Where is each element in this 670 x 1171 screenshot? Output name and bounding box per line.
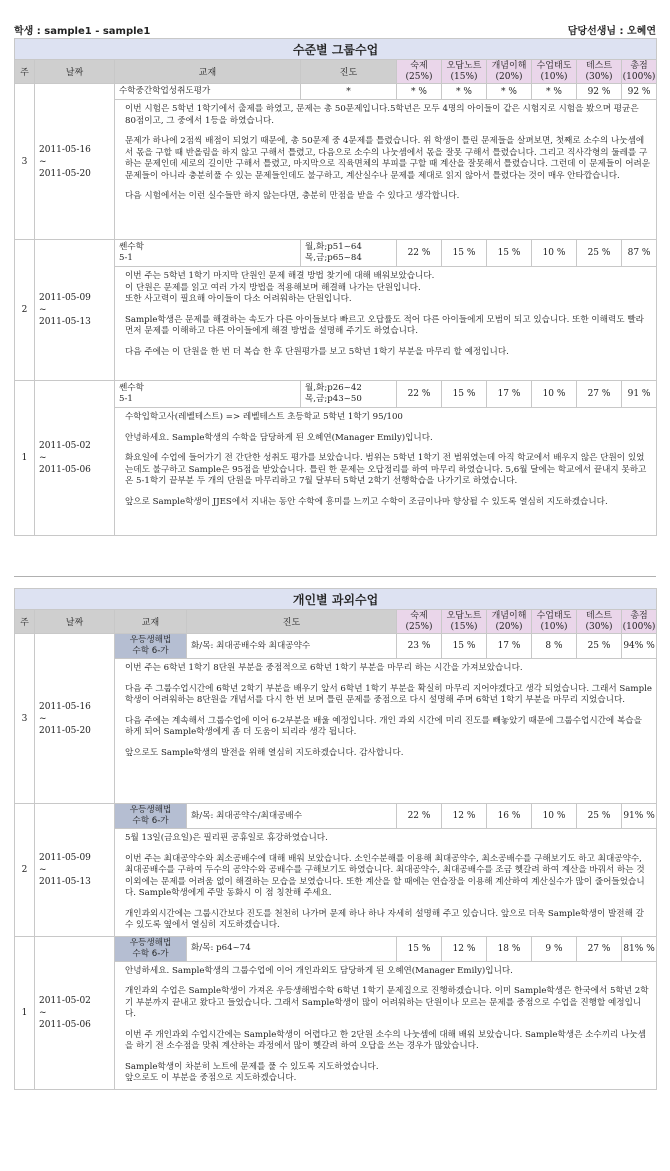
score-homework: 15 % [397, 936, 442, 961]
col-attitude: 수업태도 (10%) [532, 610, 577, 634]
table-row [15, 84, 657, 100]
score-homework: 22 % [397, 240, 442, 267]
week-number: 2 [15, 240, 35, 381]
group-section-title: 수준별 그룹수업 [15, 39, 657, 60]
score-understanding: 16 % [487, 804, 532, 829]
progress-value: 화/목: 최대공약수/최대공배수 [187, 804, 397, 829]
textbook-name: 쎈수학 5-1 [115, 381, 301, 408]
week-date: 2011-05-09 ~ 2011-05-13 [35, 804, 115, 937]
progress-value: 월,화;p51~64 목,금;p65~84 [301, 240, 397, 267]
table-row [15, 240, 657, 267]
textbook-name: 우등생해법 수학 6-가 [115, 804, 187, 829]
col-test: 테스트 (30%) [577, 610, 622, 634]
score-understanding: 18 % [487, 936, 532, 961]
score-test: 25 % [577, 240, 622, 267]
progress-value: 화/목: 최대공배수와 최대공약수 [187, 634, 397, 659]
score-attitude: 10 % [532, 381, 577, 408]
col-attitude: 수업태도 (10%) [532, 60, 577, 84]
col-test: 테스트 (30%) [577, 60, 622, 84]
week-number: 1 [15, 381, 35, 536]
score-homework: 22 % [397, 381, 442, 408]
score-wrongnote: 15 % [442, 240, 487, 267]
teacher-name: 담당선생님 : 오혜연 [567, 26, 656, 37]
lesson-memo: 안녕하세요. Sample학생의 그룹수업에 이어 개인과외도 담당하게 된 오혜연(Manager Emily)입니다. 개인과외 수업은 Sample학생이 가져온 우등생해법수학 6학년 1학기 문제집으로 진행하겠습니다. 이미 Sample학생은 한국에서 5학년 2학기 부분까지 끝내고 왔다고 들었습니다. 그래서 Sample학생이 많이 어려워하는 단원이나 모르는 문제를 중점으로 수업을 진행할 예정입니다. 이번 주 개인과외 수업시간에는 Sample학생이 어렵다고 한 2단원 소수의 나눗셈에 대해 배워 보았습니다. Sample학생은 소수끼리 나눗셈을 하기 전 소수점을 맞춰 계산하는 과정에서 많이 헷갈려 하여 오답을 쓰는 경우가 많았습니다. Sample학생이 차분히 노트에 문제를 풀 수 있도록 지도하였습니다. 앞으로도 이 부분을 중점으로 지도하겠습니다. [115, 961, 657, 1089]
col-progress: 진도 [187, 610, 397, 634]
score-homework: * % [397, 84, 442, 100]
col-homework: 숙제 (25%) [397, 610, 442, 634]
week-number: 2 [15, 804, 35, 937]
textbook-name: 우등생해법 수학 6-가 [115, 936, 187, 961]
week-date: 2011-05-02 ~ 2011-05-06 [35, 381, 115, 536]
col-understanding: 개념이해 (20%) [487, 60, 532, 84]
score-attitude: * % [532, 84, 577, 100]
col-textbook: 교재 [115, 610, 187, 634]
col-homework: 숙제 (25%) [397, 60, 442, 84]
table-row [15, 936, 657, 961]
col-wrongnote: 오답노트 (15%) [442, 610, 487, 634]
score-total: 91% % [622, 804, 657, 829]
score-test: 92 % [577, 84, 622, 100]
score-wrongnote: 15 % [442, 634, 487, 659]
lesson-memo: 이번 시험은 5학년 1학기에서 출제를 하였고, 문제는 총 50문제입니다.5학년은 모두 4명의 아이들이 같은 시험지로 시험을 봤으며 평균은 80점이고, 그 중에서 1등을 하였습니다. 문제가 하나에 2점씩 배점이 되었기 때문에, 총 50문제 중 4문제를 틀렸습니다. 위 학생이 틀린 문제들을 살펴보면, 첫째로 소수의 나눗셈에서 몫을 구할 때 반올림을 하지 않고 구해서 틀렸고, 다음으로 소수의 나눗셈에서 몫을 잘못 구해서 틀렸습니다. 그리고 직사각형의 둘레를 구하는 문제인데 세로의 길이만 구해서 틀렸고, 마지막으로 직육면체의 부피를 구할 때 계산을 잘못해서 틀렸습니다. 그런데 이 문제들이 어려운 문제들이 아니라 충분히풀 수 있는 문제들인데도 불구하고, 계산실수나 문제를 제대로 읽지 않아서 틀렸다는 것이 매우 안타깝습니다. 다음 시험에서는 이런 실수들만 하지 않는다면, 충분히 만점을 받을 수 있다고 생각합니다. [115, 100, 657, 240]
score-total: 94% % [622, 634, 657, 659]
student-name: 학생 : sample1 - sample1 [14, 26, 151, 37]
score-test: 27 % [577, 936, 622, 961]
private-section-title: 개인별 과외수업 [15, 589, 657, 610]
table-row [15, 804, 657, 829]
score-wrongnote: 12 % [442, 936, 487, 961]
score-understanding: 17 % [487, 634, 532, 659]
textbook-name: 우등생해법 수학 6-가 [115, 634, 187, 659]
col-week: 주 [15, 610, 35, 634]
score-understanding: 17 % [487, 381, 532, 408]
private-header-row [15, 610, 657, 634]
col-wrongnote: 오답노트 (15%) [442, 60, 487, 84]
week-date: 2011-05-16 ~ 2011-05-20 [35, 634, 115, 804]
score-wrongnote: 12 % [442, 804, 487, 829]
col-date: 날짜 [35, 60, 115, 84]
score-total: 91 % [622, 381, 657, 408]
score-attitude: 10 % [532, 240, 577, 267]
progress-value: 화/목: p64~74 [187, 936, 397, 961]
score-wrongnote: * % [442, 84, 487, 100]
score-total: 81% % [622, 936, 657, 961]
score-wrongnote: 15 % [442, 381, 487, 408]
col-understanding: 개념이해 (20%) [487, 610, 532, 634]
lesson-memo: 수학입학고사(레벨테스트) => 레벨테스트 초등학교 5학년 1학기 95/100 안녕하세요. Sample학생의 수학을 담당하게 된 오혜연(Manager Emily)입니다. 화요일에 수업에 들어가기 전 간단한 성취도 평가를 보았습니다. 범위는 5학년 1학기 전 범위였는데 아직 학교에서 배우지 않은 단원이 있었는데도 불구하고 Sample은 95점을 받았습니다. 틀린 한 문제는 오답정리를 하여 마무리 하였습니다. 5,6월 달에는 학교에서 끝내지 못하고 온 5-1학기 끝부분 두 개의 단원을 마무리하고 7월 달부터 5학년 2학기 선행학습을 나가기로 하였습니다. 앞으로 Sample학생이 JJES에서 지내는 동안 수학에 흥미를 느끼고 수학이 조금이나마 향상될 수 있도록 열심히 지도하겠습니다. [115, 408, 657, 536]
private-lesson-table [14, 588, 657, 1090]
week-number: 3 [15, 84, 35, 240]
score-attitude: 9 % [532, 936, 577, 961]
col-date: 날짜 [35, 610, 115, 634]
section-divider [14, 576, 656, 577]
col-week: 주 [15, 60, 35, 84]
progress-value: * [301, 84, 397, 100]
group-lesson-table [14, 38, 657, 536]
score-attitude: 8 % [532, 634, 577, 659]
progress-value: 월,화;p26~42 목,금;p43~50 [301, 381, 397, 408]
week-date: 2011-05-02 ~ 2011-05-06 [35, 936, 115, 1089]
score-total: 92 % [622, 84, 657, 100]
score-test: 25 % [577, 634, 622, 659]
week-number: 1 [15, 936, 35, 1089]
score-understanding: * % [487, 84, 532, 100]
score-test: 27 % [577, 381, 622, 408]
score-understanding: 15 % [487, 240, 532, 267]
score-total: 87 % [622, 240, 657, 267]
score-homework: 23 % [397, 634, 442, 659]
col-total: 총점 (100%) [622, 60, 656, 82]
textbook-name: 수학중간학업성취도평가 [115, 84, 301, 100]
col-progress: 진도 [301, 60, 397, 84]
textbook-name: 쎈수학 5-1 [115, 240, 301, 267]
score-test: 25 % [577, 804, 622, 829]
col-textbook: 교재 [115, 60, 301, 84]
lesson-memo: 이번 주는 6학년 1학기 8단원 부분을 중점적으로 6학년 1학기 부분을 마무리 하는 시간을 가져보았습니다. 다음 주 그룹수업시간에 6학년 2학기 부분을 배우기 앞서 6학년 1학기 부분을 확실히 마무리 지어야겠다고 생각 되었습니다. 그래서 Sample학생이 어려워하는 8단원을 개념서를 다시 한 번 보며 틀린 문제를 중점으로 다시 설명해 주며 6학년 1학기 부분을 마무리 지었습니다. 다음 주에는 계속해서 그룹수업에 이어 6-2부분을 배울 예정입니다. 개인 과외 시간에 미리 진도를 빼놓았기 때문에 그룹수업시간에 복습을 하게 되어 Sample학생에게 좀 더 도움이 되리라 생각 됩니다. 앞으로도 Sample학생의 발전을 위해 열심히 지도하겠습니다. 감사합니다. [115, 659, 657, 804]
score-attitude: 10 % [532, 804, 577, 829]
score-homework: 22 % [397, 804, 442, 829]
lesson-memo: 5월 13일(금요일)은 필리핀 공휴일로 휴강하였습니다. 이번 주는 최대공약수와 최소공배수에 대해 배워 보았습니다. 소인수분해를 이용해 최대공약수, 최소공배수를 구해보기도 하고 최대공약수, 최대공배수를 구하여 두수의 공약수와 공배수를 구해보기도 하였습니다. 최대공약수, 최대공배수를 조금 헷갈려 하여 계산을 바꿔서 하는 것 이외에는 문제를 어려움 없이 해결하는 모습을 보였습니다. 또한 계산을 할 때에는 연습장을 이용해 계산하여 계산실수가 많이 줄어들었습니다. Sample학생에게 주말 동화시 이 점 칭찬해 주세요. 개인과외시간에는 그룹시간보다 진도를 천천히 나가며 문제 하나 하나 자세히 설명해 주고 있습니다. 앞으로 더욱 Sample학생이 발전해 갈 수 있도록 옆에서 열심히 지도하겠습니다. [115, 829, 657, 937]
table-row [15, 634, 657, 659]
lesson-memo: 이번 주는 5학년 1학기 마지막 단원인 문제 해결 방법 찾기에 대해 배워보았습니다. 이 단원은 문제를 읽고 여러 가지 방법을 적용해보며 해결해 나가는 단원입니다. 또한 사고력이 필요해 아이들이 다소 어려워하는 단원입니다. Sample학생은 문제를 해결하는 속도가 다른 아이들보다 빠르고 오답률도 적어 다른 아이들에게 모범이 되고 있습니다. 또한 이해력도 빨라 먼저 문제를 이해하고 다른 아이들에게 해결 방법을 설명해 주기도 하였습니다. 다음 주에는 이 단원을 한 번 더 복습 한 후 단원평가를 보고 5학년 1학기 부분을 마무리 할 예정입니다. [115, 267, 657, 381]
col-total: 총점 (100%) [622, 610, 656, 632]
group-header-row [15, 60, 657, 84]
week-date: 2011-05-09 ~ 2011-05-13 [35, 240, 115, 381]
table-row [15, 381, 657, 408]
week-date: 2011-05-16 ~ 2011-05-20 [35, 84, 115, 240]
week-number: 3 [15, 634, 35, 804]
report-header [14, 22, 656, 36]
